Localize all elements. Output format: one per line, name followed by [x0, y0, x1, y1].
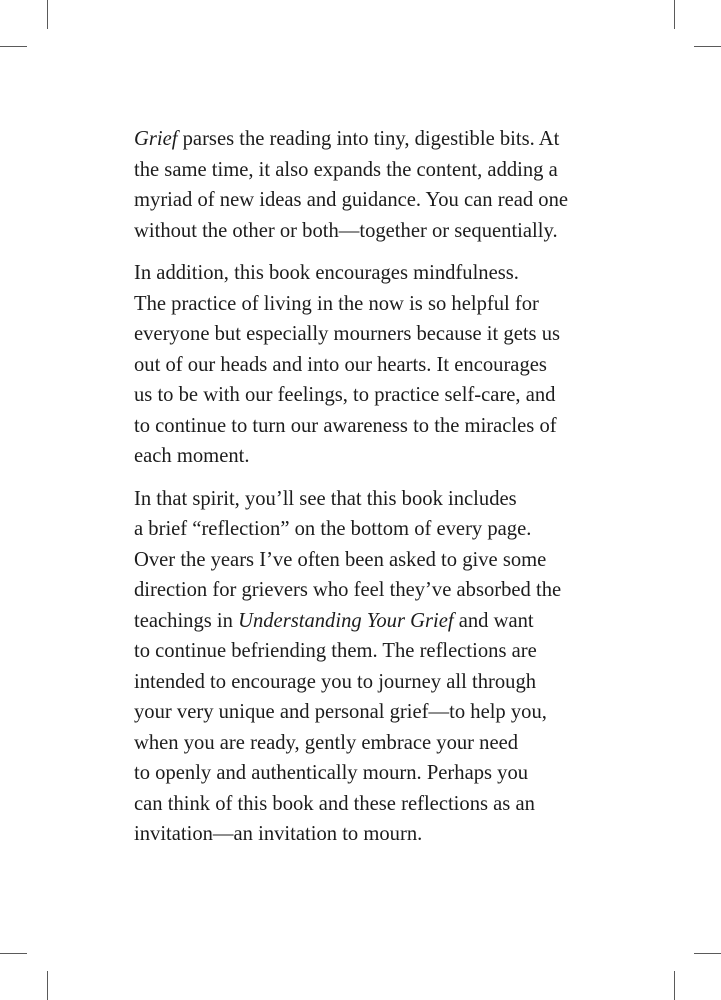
text-line: your very unique and personal grief—to help you, — [134, 701, 547, 723]
text-line: the same time, it also expands the content, adding a — [134, 158, 558, 181]
text-line: teachings in Understanding Your Grief and want — [134, 609, 534, 632]
text-line: Grief parses the reading into tiny, digestible bits. At — [134, 128, 560, 150]
paragraph-1 — [134, 124, 604, 246]
text-line: everyone but especially mourners because it gets us — [134, 323, 561, 345]
text-line: intended to encourage you to journey all through — [134, 670, 537, 693]
text-line: to continue befriending them. The reflections are — [134, 640, 537, 662]
text-line: myriad of new ideas and guidance. You can read one — [134, 189, 569, 211]
text-line: each moment. — [134, 445, 250, 467]
paragraph-3 — [134, 484, 604, 850]
text-line: direction for grievers who feel they’ve absorbed the — [134, 579, 562, 601]
text-line: In addition, this book encourages mindfulness. — [134, 262, 519, 284]
page-body-text — [134, 124, 604, 862]
text-line: to openly and authentically mourn. Perhaps you — [134, 762, 529, 784]
text-line: The practice of living in the now is so helpful for — [134, 292, 539, 315]
crop-mark-top-left-horizontal — [0, 46, 27, 47]
text-line: a brief “reflection” on the bottom of every page. — [134, 518, 532, 540]
text-line: to continue to turn our awareness to the miracles of — [134, 414, 557, 437]
text-line: can think of this book and these reflections as an — [134, 792, 535, 815]
crop-mark-bottom-right-vertical — [674, 971, 675, 1000]
crop-mark-bottom-left-vertical — [47, 971, 48, 1000]
paragraph-2 — [134, 258, 604, 472]
crop-mark-top-left-vertical — [47, 0, 48, 29]
text-line: In that spirit, you’ll see that this book includes — [134, 487, 517, 510]
text-line: invitation—an invitation to mourn. — [134, 823, 423, 845]
text-line: out of our heads and into our hearts. It encourages — [134, 353, 547, 376]
crop-mark-top-right-vertical — [674, 0, 675, 29]
crop-mark-bottom-left-horizontal — [0, 953, 27, 954]
crop-mark-bottom-right-horizontal — [694, 953, 721, 954]
text-line: without the other or both—together or sequentially. — [134, 219, 558, 242]
crop-mark-top-right-horizontal — [694, 46, 721, 47]
text-line: when you are ready, gently embrace your need — [134, 731, 519, 754]
text-line: us to be with our feelings, to practice self-care, and — [134, 384, 556, 406]
text-line: Over the years I’ve often been asked to give some — [134, 548, 547, 571]
